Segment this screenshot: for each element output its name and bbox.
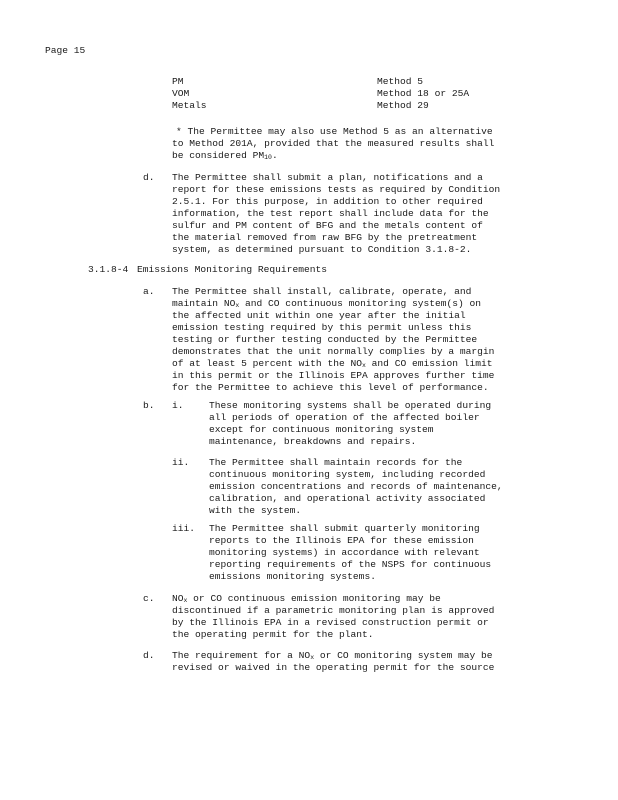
item-a-text: [172, 286, 494, 394]
text-line: continuous monitoring system, including recorded: [209, 469, 486, 480]
text-line: for the Permittee to achieve this level of performance.: [172, 382, 489, 393]
text-line: except for continuous monitoring system: [209, 424, 434, 435]
item-d2-text: [172, 650, 494, 674]
text-line: The Permittee shall submit a plan, notifications and a: [172, 172, 483, 183]
text-line: in this permit or the Illinois EPA approves further time: [172, 370, 495, 381]
footnote-line: * The Permittee may also use Method 5 as an alternative: [176, 126, 493, 137]
text-line: demonstrates that the unit normally complies by a margin: [172, 346, 495, 357]
text-line: reports to the Illinois EPA for these emission: [209, 535, 474, 546]
text-line: information, the test report shall include data for the: [172, 208, 489, 219]
item-d-label: d.: [143, 172, 155, 183]
item-b-i-text: [209, 400, 491, 448]
section-title: Emissions Monitoring Requirements: [137, 264, 327, 275]
text-line: the material removed from raw BFG by the pretreatment: [172, 232, 478, 243]
text-line: maintain $NO_x$ and CO continuous monitoring system(s) on: [172, 298, 482, 309]
text-line: 2.5.1. For this purpose, in addition to other required: [172, 196, 483, 207]
text-line: reporting requirements of the NSPS for continuous: [209, 559, 492, 570]
text-line: $NO_x$ or CO continuous emission monitoring may be: [172, 593, 441, 604]
table-pollutant: VOM: [172, 88, 190, 99]
item-b-ii-label: ii.: [172, 457, 190, 468]
text-line: report for these emissions tests as required by Condition: [172, 184, 501, 195]
text-line: emission testing required by this permit unless this: [172, 322, 472, 333]
section-number: 3.1.8-4: [88, 264, 129, 275]
text-line: The Permittee shall maintain records for the: [209, 457, 463, 468]
table-pollutant: Metals: [172, 100, 207, 111]
item-c-text: [172, 593, 494, 641]
table-method: Method 18 or 25A: [377, 88, 470, 99]
item-b-label: b.: [143, 400, 155, 411]
item-c-label: c.: [143, 593, 155, 604]
footnote-line: to Method 201A, provided that the measured results shall: [172, 138, 495, 149]
text-line: testing or further testing conducted by the Permittee: [172, 334, 478, 345]
footnote-line: be considered $PM_{10}$.: [172, 150, 278, 161]
text-line: of at least 5 percent with the $NO_x$ and CO emission limit: [172, 358, 493, 369]
text-line: with the system.: [209, 505, 302, 516]
text-line: calibration, and operational activity associated: [209, 493, 486, 504]
page-header: Page 15: [45, 45, 86, 56]
item-b-iii-label: iii.: [172, 523, 196, 534]
text-line: The Permittee shall install, calibrate, operate, and: [172, 286, 472, 297]
text-line: emissions monitoring systems.: [209, 571, 376, 582]
text-line: system, as determined pursuant to Condition 3.1.8-2.: [172, 244, 472, 255]
text-line: These monitoring systems shall be operated during: [209, 400, 492, 411]
text-line: maintenance, breakdowns and repairs.: [209, 436, 417, 447]
item-b-ii-text: [209, 457, 503, 517]
table-method: Method 29: [377, 100, 429, 111]
item-d-text: [172, 172, 500, 256]
footnote: [172, 126, 494, 162]
text-line: sulfur and PM content of BFG and the metals content of: [172, 220, 483, 231]
item-a-label: a.: [143, 286, 155, 297]
item-d2-label: d.: [143, 650, 155, 661]
text-line: The Permittee shall submit quarterly monitoring: [209, 523, 480, 534]
text-line: The requirement for a $NO_x$ or CO monitoring system may be: [172, 650, 493, 661]
table-method: Method 5: [377, 76, 424, 87]
text-line: emission concentrations and records of maintenance,: [209, 481, 503, 492]
item-b-iii-text: [209, 523, 491, 583]
text-line: all periods of operation of the affected boiler: [209, 412, 480, 423]
text-line: revised or waived in the operating permit for the source: [172, 662, 495, 673]
item-b-i-label: i.: [172, 400, 184, 411]
text-line: the affected unit within one year after the initial: [172, 310, 466, 321]
table-pollutant: PM: [172, 76, 184, 87]
text-line: by the Illinois EPA in a revised construction permit or: [172, 617, 489, 628]
text-line: discontinued if a parametric monitoring plan is approved: [172, 605, 495, 616]
text-line: the operating permit for the plant.: [172, 629, 374, 640]
text-line: monitoring systems) in accordance with relevant: [209, 547, 480, 558]
